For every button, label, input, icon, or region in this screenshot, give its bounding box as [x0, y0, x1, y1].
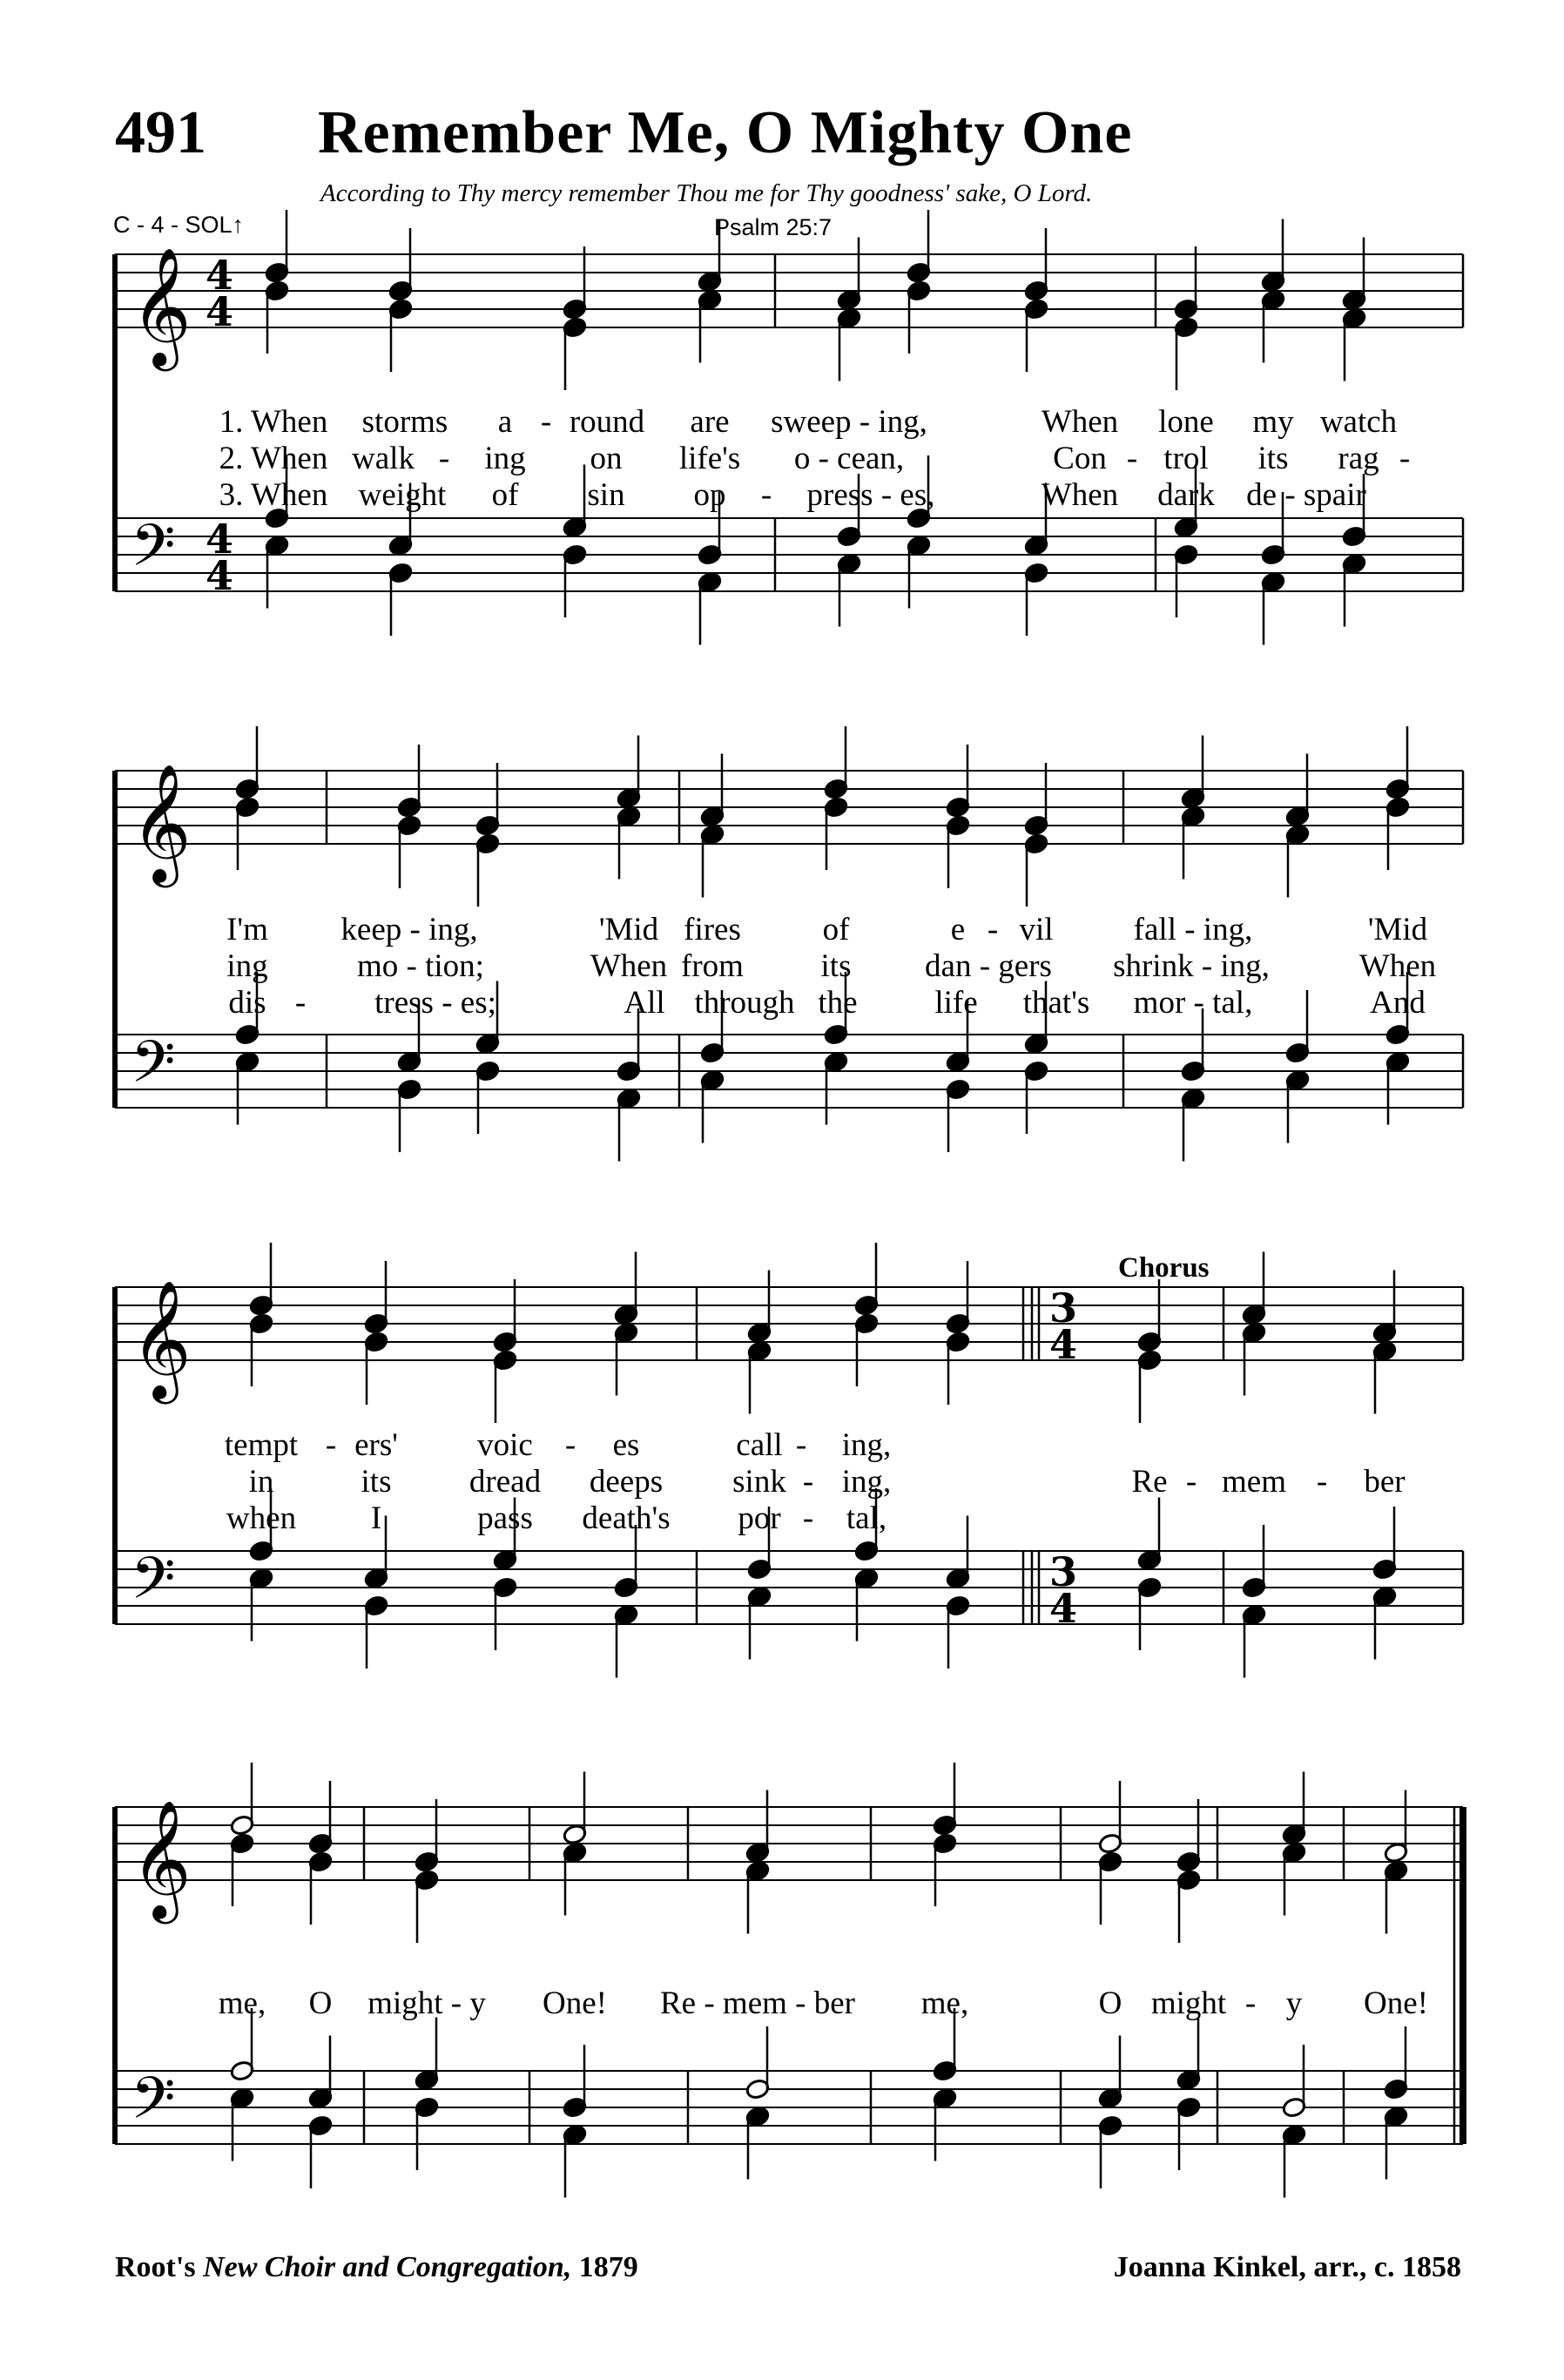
footer-source [115, 2251, 638, 2284]
lyric-syllable: 'Mid [598, 912, 659, 947]
lyric-syllable: - [802, 1500, 814, 1536]
lyric-syllable: me, [218, 1986, 266, 2021]
lyric-syllable: One! [1364, 1986, 1428, 2021]
lyric-syllable: mo - tion; [357, 948, 484, 984]
lyric-syllable: lone [1158, 404, 1214, 440]
footer-source-prefix: Root's [115, 2251, 204, 2283]
lyric-syllable: dan - gers [925, 948, 1052, 984]
lyric-syllable: tress - es; [374, 985, 496, 1021]
lyric-syllable: the [818, 985, 858, 1021]
time-signature-bottom: 4 [206, 288, 234, 335]
lyric-syllable: When [1041, 404, 1119, 440]
lyric-syllable: - [438, 441, 450, 476]
bass-clef-icon: 𝄢 [131, 512, 176, 593]
lyric-syllable: When [1358, 948, 1437, 984]
time-signature-bottom: 4 [206, 552, 234, 599]
lyric-syllable: When [590, 948, 668, 984]
lyric-syllable: death's [582, 1500, 671, 1536]
lyric-syllable: ers' [354, 1427, 398, 1463]
lyric-syllable: ing [226, 948, 268, 984]
lyric-syllable: - [1185, 1464, 1197, 1500]
lyric-syllable: life [934, 985, 978, 1021]
lyric-syllable: I'm [226, 912, 268, 947]
scripture-quote: According to Thy mercy remember Thou me for Thy goodness' sake, O Lord. [320, 179, 1093, 207]
lyric-syllable: por [738, 1500, 781, 1536]
lyric-syllable: press - es, [806, 477, 935, 513]
lyric-syllable: tempt [224, 1427, 299, 1463]
lyric-syllable: - [1126, 441, 1138, 476]
bass-clef-icon: 𝄢 [131, 1028, 176, 1109]
lyric-syllable: es [612, 1427, 640, 1463]
lyric-syllable: that's [1022, 985, 1090, 1021]
lyric-syllable: its [820, 948, 852, 984]
lyric-syllable: deeps [589, 1464, 664, 1500]
lyric-syllable: - [760, 477, 772, 513]
footer-composer: Joanna Kinkel, arr., c. 1858 [1113, 2251, 1461, 2283]
time-signature-top: 3 [1049, 1284, 1078, 1332]
lyric-syllable: - [1399, 441, 1411, 476]
lyric-syllable: I [370, 1500, 382, 1536]
lyric-syllable: ing [484, 441, 526, 476]
lyric-syllable: - [795, 1427, 807, 1463]
lyric-syllable: dis [228, 985, 266, 1021]
treble-clef-icon: 𝄞 [131, 1278, 192, 1399]
lyric-syllable: tal, [846, 1500, 887, 1536]
lyric-syllable: sink [732, 1464, 786, 1500]
footer-source-year: 1879 [571, 2251, 638, 2283]
scripture-reference: Psalm 25:7 [714, 214, 833, 240]
lyric-syllable: keep - ing, [340, 912, 478, 947]
hymn-title: Remember Me, O Mighty One [318, 99, 1133, 166]
treble-clef-icon: 𝄞 [131, 246, 192, 366]
lyric-syllable: my [1252, 404, 1294, 440]
lyric-syllable: vil [1019, 912, 1054, 947]
lyric-syllable: dread [469, 1464, 542, 1500]
lyric-syllable: rag [1338, 441, 1379, 476]
lyric-syllable: might [1150, 1986, 1227, 2021]
time-signature-top: 4 [206, 516, 234, 563]
lyric-syllable: pass [477, 1500, 533, 1536]
lyric-syllable: life's [678, 441, 741, 476]
lyric-syllable: sweep - ing, [771, 404, 927, 440]
chorus-label: Chorus [1118, 1252, 1210, 1284]
lyric-syllable: mem [1222, 1464, 1286, 1500]
lyric-syllable: sin [587, 477, 625, 513]
lyric-syllable: ing, [841, 1464, 892, 1500]
lyric-syllable: me, [920, 1986, 969, 2021]
lyric-syllable: storms [361, 404, 448, 440]
lyric-syllable: ing, [841, 1427, 892, 1463]
key-info: C - 4 - SOL↑ [113, 212, 245, 238]
lyric-syllable: Re [1131, 1464, 1168, 1500]
lyric-syllable: 'Mid [1367, 912, 1428, 947]
lyric-syllable: weight [358, 477, 447, 513]
lyric-syllable: Re - mem - ber [660, 1986, 855, 2021]
time-signature-top: 4 [206, 252, 234, 299]
lyric-syllable: in [248, 1464, 274, 1500]
lyric-syllable: 2. When [219, 441, 328, 476]
lyric-syllable: its [361, 1464, 392, 1500]
lyric-syllable: - [564, 1427, 576, 1463]
lyric-syllable: on [590, 441, 623, 476]
lyric-syllable: de - spair [1246, 477, 1366, 513]
lyric-syllable: of [491, 477, 519, 513]
lyric-syllable: y [1285, 1986, 1303, 2021]
hymn-number: 491 [115, 99, 206, 166]
time-signature-bottom: 4 [1049, 1321, 1078, 1368]
treble-clef-icon: 𝄞 [131, 762, 192, 882]
lyric-syllable: - [987, 912, 999, 947]
lyric-syllable: from [681, 948, 744, 984]
lyric-syllable: One! [543, 1986, 607, 2021]
lyric-syllable: o - cean, [793, 441, 905, 476]
time-signature-bottom: 4 [1049, 1585, 1078, 1632]
final-barline-thick [1460, 1807, 1466, 2144]
lyric-syllable: watch [1319, 404, 1398, 440]
lyric-syllable: are [690, 404, 730, 440]
lyric-syllable: its [1257, 441, 1289, 476]
lyric-syllable: of [822, 912, 850, 947]
lyric-syllable: - [1316, 1464, 1328, 1500]
lyric-syllable: When [1041, 477, 1119, 513]
lyric-syllable: O [308, 1986, 333, 2021]
lyric-syllable: - [294, 985, 307, 1021]
lyric-syllable: shrink - ing, [1113, 948, 1270, 984]
lyric-syllable: - [325, 1427, 337, 1463]
lyric-syllable: call [736, 1427, 783, 1463]
lyric-syllable: fall - ing, [1133, 912, 1253, 947]
lyric-syllable: walk [352, 441, 415, 476]
bass-clef-icon: 𝄢 [131, 2065, 176, 2146]
lyric-syllable: And [1370, 985, 1426, 1021]
lyric-syllable: ber [1364, 1464, 1406, 1500]
lyric-syllable: when [226, 1500, 297, 1536]
lyric-syllable: 1. When [219, 404, 328, 440]
lyric-syllable: fires [684, 912, 741, 947]
lyric-syllable: dark [1157, 477, 1215, 513]
lyric-syllable: O [1098, 1986, 1122, 2021]
lyric-syllable: Con [1053, 441, 1107, 476]
lyric-syllable: op [693, 477, 726, 513]
time-signature-top: 3 [1049, 1548, 1078, 1595]
lyric-syllable: might - y [367, 1986, 486, 2021]
footer-source-title: New Choir and Congregation, [203, 2251, 572, 2283]
lyric-syllable: a [497, 404, 513, 440]
lyric-syllable: - [802, 1464, 814, 1500]
lyric-syllable: through [694, 985, 795, 1021]
lyric-syllable: 3. When [219, 477, 328, 513]
lyric-syllable: voic [477, 1427, 533, 1463]
lyric-syllable: e [950, 912, 966, 947]
bass-clef-icon: 𝄢 [131, 1545, 176, 1626]
lyric-syllable: All [624, 985, 665, 1021]
lyric-syllable: trol [1163, 441, 1209, 476]
treble-clef-icon: 𝄞 [131, 1798, 192, 1918]
lyric-syllable: - [1244, 1986, 1257, 2021]
lyric-syllable: round [569, 404, 645, 440]
lyric-syllable: mor - tal, [1133, 985, 1253, 1021]
lyric-syllable: - [540, 404, 552, 440]
